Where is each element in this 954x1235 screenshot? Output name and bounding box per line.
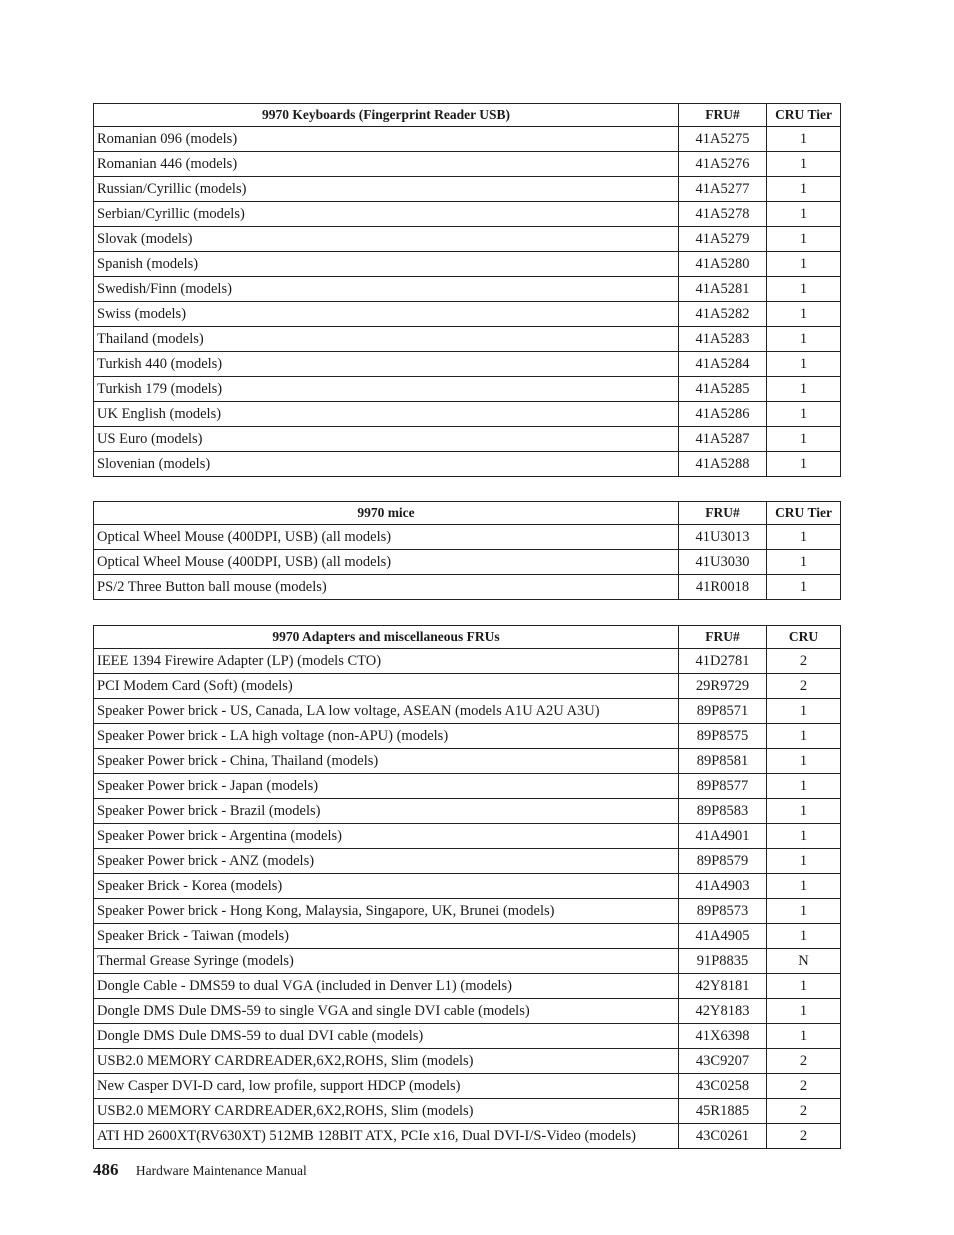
header-row xyxy=(94,626,841,649)
fru-number: 41A5282 xyxy=(679,302,767,327)
table-row xyxy=(94,402,841,427)
part-description: USB2.0 MEMORY CARDREADER,6X2,ROHS, Slim (models) xyxy=(94,1049,679,1074)
part-description: Speaker Brick - Taiwan (models) xyxy=(94,924,679,949)
table-row xyxy=(94,874,841,899)
fru-number: 41A5288 xyxy=(679,452,767,477)
part-description: Slovak (models) xyxy=(94,227,679,252)
column-header: FRU# xyxy=(679,626,767,649)
cru-tier: 1 xyxy=(767,152,841,177)
table-row xyxy=(94,1124,841,1149)
table-body xyxy=(94,127,841,477)
part-description: PCI Modem Card (Soft) (models) xyxy=(94,674,679,699)
cru-tier: 1 xyxy=(767,699,841,724)
part-description: Russian/Cyrillic (models) xyxy=(94,177,679,202)
fru-number: 89P8577 xyxy=(679,774,767,799)
part-description: US Euro (models) xyxy=(94,427,679,452)
fru-number: 42Y8181 xyxy=(679,974,767,999)
cru-tier: 1 xyxy=(767,1024,841,1049)
part-description: Thermal Grease Syringe (models) xyxy=(94,949,679,974)
part-description: Thailand (models) xyxy=(94,327,679,352)
cru-tier: 1 xyxy=(767,402,841,427)
table-row xyxy=(94,1074,841,1099)
table-row xyxy=(94,427,841,452)
fru-number: 41A5283 xyxy=(679,327,767,352)
fru-number: 89P8583 xyxy=(679,799,767,824)
table-row xyxy=(94,674,841,699)
fru-number: 41U3030 xyxy=(679,550,767,575)
cru-tier: 2 xyxy=(767,1049,841,1074)
column-header: 9970 Keyboards (Fingerprint Reader USB) xyxy=(94,104,679,127)
table-row xyxy=(94,749,841,774)
part-description: Serbian/Cyrillic (models) xyxy=(94,202,679,227)
table-row xyxy=(94,352,841,377)
cru-tier: 1 xyxy=(767,427,841,452)
fru-number: 89P8579 xyxy=(679,849,767,874)
cru-tier: 1 xyxy=(767,302,841,327)
column-header: CRU Tier xyxy=(767,502,841,525)
page-footer xyxy=(93,1160,307,1180)
part-description: IEEE 1394 Firewire Adapter (LP) (models CTO) xyxy=(94,649,679,674)
column-header: FRU# xyxy=(679,104,767,127)
table-row xyxy=(94,202,841,227)
table-row xyxy=(94,277,841,302)
cru-tier: 1 xyxy=(767,277,841,302)
part-description: Speaker Power brick - LA high voltage (non-APU) (models) xyxy=(94,724,679,749)
table-row xyxy=(94,974,841,999)
cru-tier: 1 xyxy=(767,227,841,252)
part-description: Swiss (models) xyxy=(94,302,679,327)
cru-tier: 2 xyxy=(767,1074,841,1099)
column-header: FRU# xyxy=(679,502,767,525)
table-row xyxy=(94,799,841,824)
table-body xyxy=(94,525,841,600)
table-row xyxy=(94,649,841,674)
part-description: Swedish/Finn (models) xyxy=(94,277,679,302)
table-row xyxy=(94,327,841,352)
cru-tier: 1 xyxy=(767,849,841,874)
fru-number: 41A4901 xyxy=(679,824,767,849)
part-description: Slovenian (models) xyxy=(94,452,679,477)
cru-tier: 1 xyxy=(767,452,841,477)
cru-tier: 1 xyxy=(767,924,841,949)
table-row xyxy=(94,550,841,575)
fru-number: 41A5279 xyxy=(679,227,767,252)
cru-tier: 2 xyxy=(767,649,841,674)
cru-tier: 1 xyxy=(767,749,841,774)
part-description: ATI HD 2600XT(RV630XT) 512MB 128BIT ATX, PCIe x16, Dual DVI-I/S-Video (models) xyxy=(94,1124,679,1149)
column-header: 9970 mice xyxy=(94,502,679,525)
part-description: Romanian 096 (models) xyxy=(94,127,679,152)
cru-tier: 2 xyxy=(767,674,841,699)
fru-number: 41A4903 xyxy=(679,874,767,899)
table-row xyxy=(94,1049,841,1074)
part-description: Optical Wheel Mouse (400DPI, USB) (all models) xyxy=(94,550,679,575)
cru-tier: 1 xyxy=(767,799,841,824)
cru-tier: 1 xyxy=(767,974,841,999)
fru-number: 41A5287 xyxy=(679,427,767,452)
table-row xyxy=(94,227,841,252)
fru-number: 41A5285 xyxy=(679,377,767,402)
table-row xyxy=(94,525,841,550)
fru-number: 41A5281 xyxy=(679,277,767,302)
manual-title: Hardware Maintenance Manual xyxy=(135,1163,307,1178)
table-row xyxy=(94,824,841,849)
part-description: Optical Wheel Mouse (400DPI, USB) (all models) xyxy=(94,525,679,550)
table-row xyxy=(94,949,841,974)
table-header xyxy=(94,104,841,127)
fru-number: 42Y8183 xyxy=(679,999,767,1024)
cru-tier: 1 xyxy=(767,377,841,402)
column-header: 9970 Adapters and miscellaneous FRUs xyxy=(94,626,679,649)
table-row xyxy=(94,1099,841,1124)
fru-number: 43C9207 xyxy=(679,1049,767,1074)
cru-tier: 1 xyxy=(767,774,841,799)
mice-table xyxy=(93,501,841,600)
part-description: Speaker Power brick - Brazil (models) xyxy=(94,799,679,824)
table-row xyxy=(94,252,841,277)
cru-tier: 1 xyxy=(767,874,841,899)
part-description: Speaker Power brick - Hong Kong, Malaysia, Singapore, UK, Brunei (models) xyxy=(94,899,679,924)
header-row xyxy=(94,502,841,525)
part-description: PS/2 Three Button ball mouse (models) xyxy=(94,575,679,600)
part-description: Romanian 446 (models) xyxy=(94,152,679,177)
fru-number: 45R1885 xyxy=(679,1099,767,1124)
fru-number: 41A4905 xyxy=(679,924,767,949)
cru-tier: 1 xyxy=(767,252,841,277)
fru-number: 41A5276 xyxy=(679,152,767,177)
cru-tier: 1 xyxy=(767,575,841,600)
fru-number: 91P8835 xyxy=(679,949,767,974)
fru-number: 41A5278 xyxy=(679,202,767,227)
part-description: Speaker Power brick - ANZ (models) xyxy=(94,849,679,874)
part-description: Dongle DMS Dule DMS-59 to single VGA and single DVI cable (models) xyxy=(94,999,679,1024)
cru-tier: 1 xyxy=(767,177,841,202)
table-row xyxy=(94,152,841,177)
header-row xyxy=(94,104,841,127)
table-header xyxy=(94,502,841,525)
cru-tier: 2 xyxy=(767,1124,841,1149)
cru-tier: 1 xyxy=(767,824,841,849)
keyboards-table xyxy=(93,103,841,477)
table-row xyxy=(94,774,841,799)
fru-number: 89P8575 xyxy=(679,724,767,749)
part-description: Speaker Power brick - China, Thailand (models) xyxy=(94,749,679,774)
cru-tier: 1 xyxy=(767,202,841,227)
column-header: CRU xyxy=(767,626,841,649)
table-row xyxy=(94,699,841,724)
table-body xyxy=(94,649,841,1149)
part-description: Spanish (models) xyxy=(94,252,679,277)
fru-number: 41A5286 xyxy=(679,402,767,427)
cru-tier: 1 xyxy=(767,525,841,550)
part-description: Dongle DMS Dule DMS-59 to dual DVI cable (models) xyxy=(94,1024,679,1049)
fru-number: 29R9729 xyxy=(679,674,767,699)
part-description: Speaker Power brick - Argentina (models) xyxy=(94,824,679,849)
part-description: UK English (models) xyxy=(94,402,679,427)
table-row xyxy=(94,849,841,874)
fru-number: 89P8571 xyxy=(679,699,767,724)
table-row xyxy=(94,127,841,152)
page-number: 486 xyxy=(93,1160,119,1179)
cru-tier: 1 xyxy=(767,550,841,575)
part-description: USB2.0 MEMORY CARDREADER,6X2,ROHS, Slim (models) xyxy=(94,1099,679,1124)
fru-number: 41R0018 xyxy=(679,575,767,600)
table-row xyxy=(94,899,841,924)
fru-number: 41A5280 xyxy=(679,252,767,277)
fru-number: 41X6398 xyxy=(679,1024,767,1049)
table-row xyxy=(94,724,841,749)
column-header: CRU Tier xyxy=(767,104,841,127)
part-description: Speaker Brick - Korea (models) xyxy=(94,874,679,899)
table-row xyxy=(94,999,841,1024)
cru-tier: 1 xyxy=(767,724,841,749)
table-row xyxy=(94,924,841,949)
fru-number: 89P8573 xyxy=(679,899,767,924)
table-row xyxy=(94,452,841,477)
cru-tier: 2 xyxy=(767,1099,841,1124)
part-description: Speaker Power brick - Japan (models) xyxy=(94,774,679,799)
fru-number: 41A5284 xyxy=(679,352,767,377)
fru-number: 43C0261 xyxy=(679,1124,767,1149)
adapters-table xyxy=(93,625,841,1149)
cru-tier: 1 xyxy=(767,899,841,924)
cru-tier: 1 xyxy=(767,999,841,1024)
fru-number: 89P8581 xyxy=(679,749,767,774)
fru-number: 41A5275 xyxy=(679,127,767,152)
table-header xyxy=(94,626,841,649)
cru-tier: N xyxy=(767,949,841,974)
part-description: Dongle Cable - DMS59 to dual VGA (included in Denver L1) (models) xyxy=(94,974,679,999)
table-row xyxy=(94,575,841,600)
table-row xyxy=(94,1024,841,1049)
part-description: Turkish 440 (models) xyxy=(94,352,679,377)
part-description: New Casper DVI-D card, low profile, support HDCP (models) xyxy=(94,1074,679,1099)
table-row xyxy=(94,177,841,202)
table-row xyxy=(94,302,841,327)
fru-number: 43C0258 xyxy=(679,1074,767,1099)
part-description: Turkish 179 (models) xyxy=(94,377,679,402)
fru-number: 41A5277 xyxy=(679,177,767,202)
part-description: Speaker Power brick - US, Canada, LA low voltage, ASEAN (models A1U A2U A3U) xyxy=(94,699,679,724)
cru-tier: 1 xyxy=(767,327,841,352)
fru-number: 41D2781 xyxy=(679,649,767,674)
cru-tier: 1 xyxy=(767,127,841,152)
fru-number: 41U3013 xyxy=(679,525,767,550)
cru-tier: 1 xyxy=(767,352,841,377)
table-row xyxy=(94,377,841,402)
